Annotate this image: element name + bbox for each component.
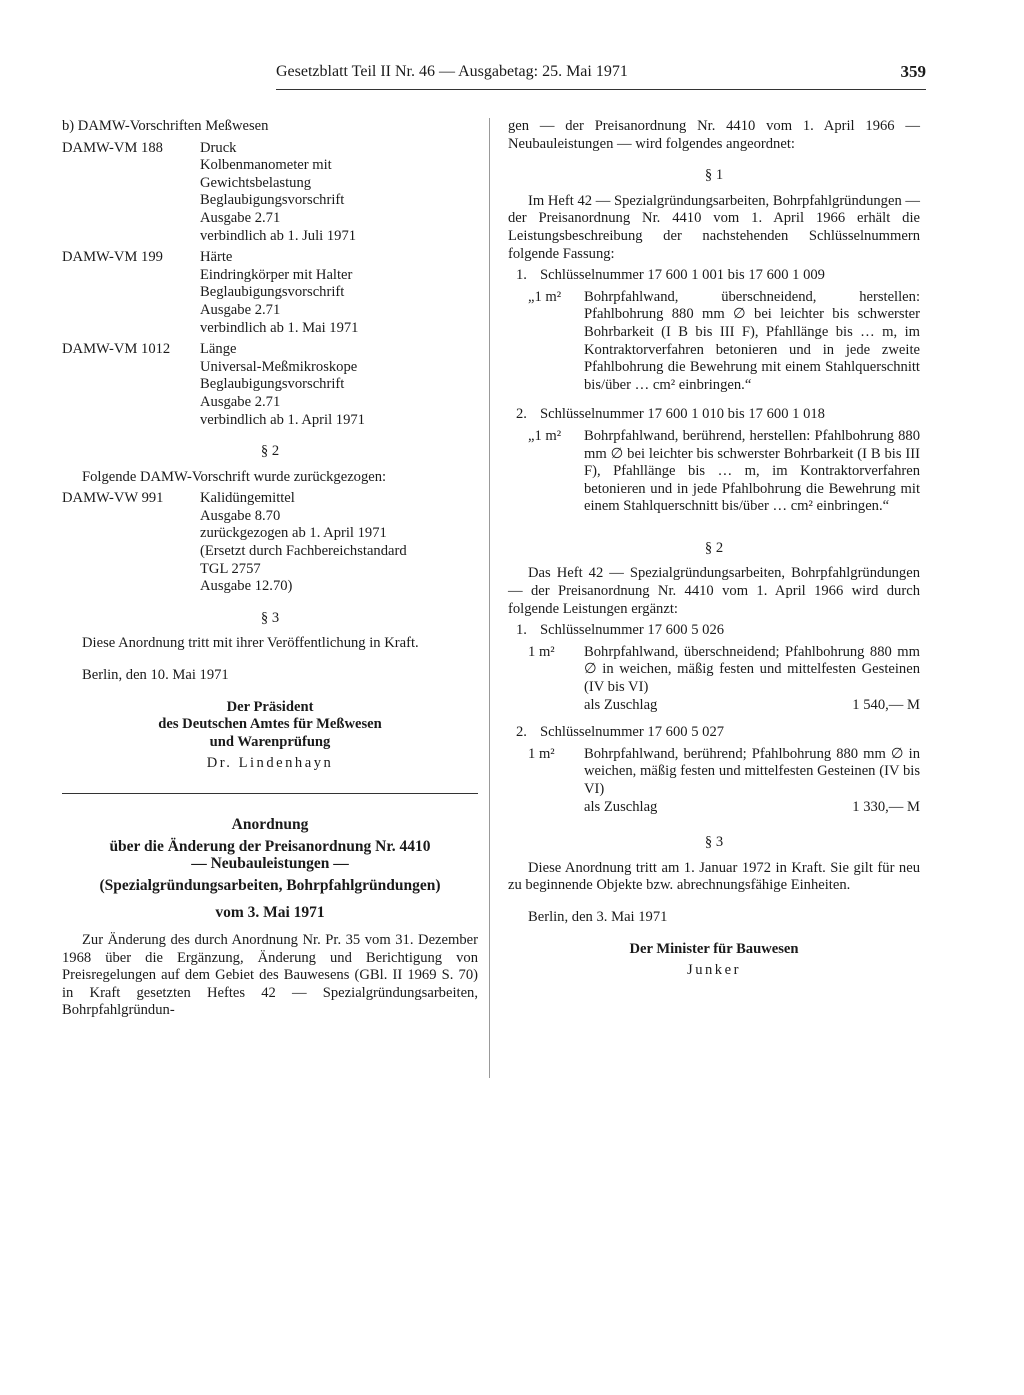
- numbered-item: [508, 622, 920, 640]
- section-heading: § 1: [704, 167, 724, 184]
- vw-line: (Ersetzt durch Fachbereichstandard: [200, 543, 407, 560]
- signer-name: Dr. Lindenhayn: [206, 755, 334, 772]
- item-body: [584, 746, 920, 816]
- paragraph-text: Diese Anordnung tritt am 1. Januar 1972 in Kraft. Sie gilt für neu zu beginnende Objekte bzw. abrechnungsfähige Einheiten.: [508, 859, 920, 894]
- item-number: 1.: [516, 267, 527, 284]
- vm-line: Ausgabe 2.71: [200, 301, 281, 318]
- item-body: [584, 644, 920, 714]
- vm-code: DAMW-VM 1012: [62, 341, 171, 358]
- order-title: Anordnung: [231, 816, 309, 833]
- item-unit: 1 m²: [528, 745, 555, 762]
- vm-line: verbindlich ab 1. Juli 1971: [200, 227, 357, 244]
- vm-lines: [200, 249, 478, 337]
- item-unit: 1 m²: [528, 643, 555, 660]
- vm-code: DAMW-VM 188: [62, 139, 163, 156]
- vw-line: zurückgezogen ab 1. April 1971: [200, 525, 387, 542]
- header-rule: [276, 89, 926, 90]
- vw-line: Ausgabe 8.70: [200, 507, 281, 524]
- item-number: 1.: [516, 622, 527, 639]
- vw-line: Ausgabe 12.70): [200, 578, 293, 595]
- section-heading: § 2: [260, 443, 280, 460]
- section-heading: § 3: [704, 834, 724, 851]
- vm-line: Ausgabe 2.71: [200, 393, 281, 410]
- item-text: Bohrpfahlwand, berührend; Pfahlbohrung 880 mm ∅ in weichen, mäßig festen und mittelfesten Gesteinen (IV bis VI): [584, 745, 920, 797]
- page-number: 359: [900, 62, 926, 81]
- item-key-number: Schlüsselnummer 17 600 1 010 bis 17 600 1 018: [540, 406, 825, 423]
- item-text: Bohrpfahlwand, berührend, herstellen: Pfahlbohrung 880 mm ∅ bei leichter bis schwerster Bohrbarkeit (I B bis III F), Pfahllänge bis … m, im Kontraktorverfahren betonieren und in jede Pfahlbohrung die Bewehrung mit einem Stahlquerschnitt bis/über … cm² einbringen.“: [584, 427, 920, 515]
- paragraph-text: Im Heft 42 — Spezialgründungsarbeiten, Bohrpfahlgründungen — der Preisanordnung Nr. 4410 vom 1. April 1966 erhält die Leistungsbeschreibung der nachstehenden Schlüsselnummern folgende Fassung:: [508, 192, 920, 262]
- item-description: [508, 644, 920, 714]
- numbered-item: [508, 406, 920, 424]
- vm-line: Ausgabe 2.71: [200, 209, 281, 226]
- price-value: 1 540,— M: [852, 696, 920, 713]
- paragraph-text: Folgende DAMW-Vorschrift wurde zurückgezogen:: [82, 468, 387, 485]
- price-label: als Zuschlag: [584, 798, 658, 815]
- vm-line: Härte: [200, 249, 233, 266]
- price-value: 1 330,— M: [852, 798, 920, 815]
- vm-line: Universal-Meßmikroskope: [200, 358, 358, 375]
- order-subtitle-line: über die Änderung der Preisanordnung Nr. 4410: [109, 837, 431, 855]
- item-key-number: Schlüsselnummer 17 600 1 001 bis 17 600 1 009: [540, 267, 825, 284]
- signature-block: [62, 699, 478, 773]
- section-heading: § 3: [260, 609, 280, 626]
- item-number: 2.: [516, 406, 527, 423]
- column-separator: [489, 118, 490, 1078]
- section-divider: [62, 793, 478, 794]
- signer-title: Der Minister für Bauwesen: [629, 940, 799, 957]
- vw-code: DAMW-VW 991: [62, 490, 164, 507]
- item-unit: „1 m²: [528, 288, 562, 305]
- signer-name: Junker: [687, 962, 741, 979]
- left-column: [62, 118, 478, 1020]
- vm-item: [62, 249, 478, 337]
- vm-line: verbindlich ab 1. Mai 1971: [200, 319, 359, 336]
- price-label: als Zuschlag: [584, 696, 658, 713]
- order-subtitle-line: (Spezialgründungsarbeiten, Bohrpfahlgründungen): [99, 876, 441, 894]
- preamble-text: Zur Änderung des durch Anordnung Nr. Pr. 35 vom 31. Dezember 1968 über die Ergänzung, Änderung und Berichtigung von Preisregelungen auf dem Gebiet des Bauwesens (GBl. II 1969 S. 70) in Kraft gesetzten Heftes 42 — Spezialgründungsarbeiten, Bohrpfahlgründun-: [62, 931, 478, 1019]
- item-number: 2.: [516, 724, 527, 741]
- vw-line: TGL 2757: [200, 560, 261, 577]
- item-description: [508, 746, 920, 816]
- vw-item: [62, 490, 478, 596]
- vm-line: Länge: [200, 341, 237, 358]
- running-title: Gesetzblatt Teil II Nr. 46 — Ausgabetag: 25. Mai 1971: [276, 63, 628, 80]
- section-heading: § 2: [704, 539, 724, 556]
- vw-line: Kalidüngemittel: [200, 490, 295, 507]
- item-key-number: Schlüsselnummer 17 600 5 026: [540, 622, 725, 639]
- item-description: [508, 289, 920, 395]
- vm-line: Eindringkörper mit Halter: [200, 266, 353, 283]
- vm-lines: [200, 140, 478, 246]
- order-date: vom 3. Mai 1971: [215, 904, 325, 922]
- signer-title-line: des Deutschen Amtes für Meßwesen: [158, 716, 382, 733]
- price-line: [584, 799, 920, 817]
- preamble-continued: gen — der Preisanordnung Nr. 4410 vom 1. April 1966 — Neubauleistungen — wird folgendes angeordnet:: [508, 118, 920, 152]
- vm-lines: [200, 341, 478, 429]
- vm-line: Beglaubigungsvorschrift: [200, 284, 345, 301]
- numbered-item: [508, 724, 920, 742]
- signature-block: [508, 941, 920, 980]
- signer-title-line: und Warenprüfung: [209, 733, 331, 750]
- place-date: Berlin, den 3. Mai 1971: [528, 908, 668, 925]
- item-key-number: Schlüsselnummer 17 600 5 027: [540, 724, 725, 741]
- signer-title-line: Der Präsident: [226, 698, 314, 715]
- vm-line: Beglaubigungsvorschrift: [200, 376, 345, 393]
- item-unit: „1 m²: [528, 427, 562, 444]
- right-column: [508, 118, 920, 980]
- vm-item: [62, 341, 478, 429]
- paragraph-text: Das Heft 42 — Spezialgründungsarbeiten, Bohrpfahlgründungen — der Preisanordnung Nr. 4410 vom 1. April 1966 wird durch folgende Leistungen ergänzt:: [508, 565, 920, 617]
- order-subtitle-line: — Neubauleistungen —: [191, 855, 349, 873]
- numbered-item: [508, 267, 920, 285]
- vm-line: Beglaubigungsvorschrift: [200, 192, 345, 209]
- vm-line: Druck: [200, 139, 237, 156]
- place-date: Berlin, den 10. Mai 1971: [82, 667, 229, 684]
- vm-item: [62, 140, 478, 246]
- vm-line: verbindlich ab 1. April 1971: [200, 411, 365, 428]
- item-text: Bohrpfahlwand, überschneidend; Pfahlbohrung 880 mm ∅ in weichen, mäßig festen und mittelfesten Gesteinen (IV bis VI): [584, 643, 920, 696]
- vm-line: Gewichtsbelastung: [200, 174, 312, 191]
- section-b-heading: b) DAMW-Vorschriften Meßwesen: [62, 118, 269, 134]
- item-text: Bohrpfahlwand, überschneidend, herstellen: Pfahlbohrung 880 mm ∅ bei leichter bis schwerster Bohrbarkeit (I B bis III F), Pfahllänge bis … m, im Kontraktorverfahren betonieren und in jede zweite Pfahlbohrung die Bewehrung mit einem Stahlquerschnitt bis/über … cm² einbringen.“: [584, 288, 920, 393]
- vm-code: DAMW-VM 199: [62, 249, 163, 266]
- paragraph-text: Diese Anordnung tritt mit ihrer Veröffentlichung in Kraft.: [82, 635, 419, 652]
- item-description: [508, 428, 920, 516]
- page-header: [276, 63, 926, 87]
- price-line: [584, 697, 920, 715]
- vw-lines: [200, 490, 478, 596]
- vm-line: Kolbenmanometer mit: [200, 157, 332, 174]
